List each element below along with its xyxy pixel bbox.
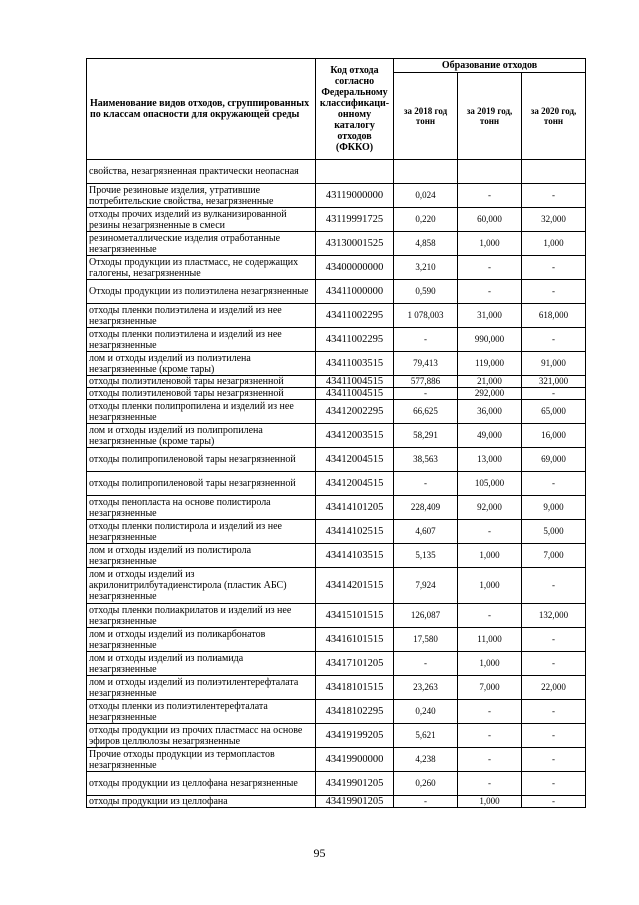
table-row: [87, 304, 586, 328]
table-row: [87, 400, 586, 424]
cell-waste-name: отходы полипропиленовой тары незагрязненной: [87, 472, 316, 496]
cell-2019: -: [458, 772, 522, 796]
cell-fkko-code: 43411004515: [316, 388, 394, 400]
cell-2018: 5,621: [394, 724, 458, 748]
table-row: [87, 628, 586, 652]
cell-waste-name: резинометаллические изделия отработанные незагрязненные: [87, 232, 316, 256]
cell-2018: 79,413: [394, 352, 458, 376]
cell-2019: 1,000: [458, 652, 522, 676]
cell-waste-name: лом и отходы изделий из полипропилена незагрязненные (кроме тары): [87, 424, 316, 448]
header-fkko-code: Код отхода согласно Федеральному классификаци-онному каталогу отходов (ФККО): [316, 59, 394, 160]
cell-2018: 126,087: [394, 604, 458, 628]
cell-fkko-code: 43419900000: [316, 748, 394, 772]
header-year-2019: за 2019 год, тонн: [458, 73, 522, 160]
cell-2019: 21,000: [458, 376, 522, 388]
cell-2019: [458, 160, 522, 184]
cell-2019: 13,000: [458, 448, 522, 472]
cell-waste-name: отходы пленки полистирола и изделий из нее незагрязненные: [87, 520, 316, 544]
cell-2020: [522, 160, 586, 184]
table-row: [87, 796, 586, 808]
cell-fkko-code: 43411004515: [316, 376, 394, 388]
header-year-2018: за 2018 год тонн: [394, 73, 458, 160]
table-row: [87, 388, 586, 400]
cell-waste-name: Отходы продукции из пластмасс, не содержащих галогены, незагрязненные: [87, 256, 316, 280]
cell-2019: 36,000: [458, 400, 522, 424]
cell-2018: 58,291: [394, 424, 458, 448]
table-row: [87, 352, 586, 376]
cell-2018: 0,220: [394, 208, 458, 232]
cell-fkko-code: 43414201515: [316, 568, 394, 604]
cell-2020: -: [522, 184, 586, 208]
cell-2020: -: [522, 652, 586, 676]
cell-fkko-code: 43411002295: [316, 328, 394, 352]
cell-2020: 1,000: [522, 232, 586, 256]
cell-2020: 91,000: [522, 352, 586, 376]
table-row: [87, 496, 586, 520]
cell-fkko-code: 43412002295: [316, 400, 394, 424]
table-body: [87, 160, 586, 808]
cell-2018: [394, 160, 458, 184]
cell-waste-name: отходы пленки полиэтилена и изделий из нее незагрязненные: [87, 304, 316, 328]
header-year-2020: за 2020 год, тонн: [522, 73, 586, 160]
cell-2019: 11,000: [458, 628, 522, 652]
table-row: [87, 472, 586, 496]
cell-2020: -: [522, 748, 586, 772]
cell-2018: 17,580: [394, 628, 458, 652]
cell-waste-name: лом и отходы изделий из полиэтилена незагрязненные (кроме тары): [87, 352, 316, 376]
cell-2018: 4,238: [394, 748, 458, 772]
cell-waste-name: Отходы продукции из полиэтилена незагрязненные: [87, 280, 316, 304]
table-row: [87, 208, 586, 232]
cell-2019: 1,000: [458, 568, 522, 604]
cell-2020: 32,000: [522, 208, 586, 232]
cell-fkko-code: 43411003515: [316, 352, 394, 376]
cell-fkko-code: 43415101515: [316, 604, 394, 628]
cell-2019: -: [458, 256, 522, 280]
cell-fkko-code: 43418101515: [316, 676, 394, 700]
cell-waste-name: отходы полиэтиленовой тары незагрязненной: [87, 388, 316, 400]
table-row: [87, 676, 586, 700]
cell-waste-name: лом и отходы изделий из акрилонитрилбутадиенстирола (пластик АБС) незагрязненные: [87, 568, 316, 604]
cell-2018: 4,858: [394, 232, 458, 256]
cell-2018: 577,886: [394, 376, 458, 388]
cell-2020: -: [522, 280, 586, 304]
cell-fkko-code: 43417101205: [316, 652, 394, 676]
table-row: [87, 520, 586, 544]
cell-2020: -: [522, 772, 586, 796]
cell-fkko-code: 43119991725: [316, 208, 394, 232]
cell-2019: 105,000: [458, 472, 522, 496]
cell-waste-name: отходы продукции из целлофана: [87, 796, 316, 808]
cell-fkko-code: 43400000000: [316, 256, 394, 280]
cell-2020: 321,000: [522, 376, 586, 388]
cell-waste-name: лом и отходы изделий из полистирола незагрязненные: [87, 544, 316, 568]
table-row: [87, 424, 586, 448]
table-row: [87, 280, 586, 304]
cell-waste-name: отходы полиэтиленовой тары незагрязненной: [87, 376, 316, 388]
cell-2019: 1,000: [458, 544, 522, 568]
cell-2019: -: [458, 700, 522, 724]
waste-table: [86, 58, 586, 808]
cell-fkko-code: [316, 160, 394, 184]
cell-waste-name: Прочие резиновые изделия, утратившие потребительские свойства, незагрязненные: [87, 184, 316, 208]
cell-2020: -: [522, 628, 586, 652]
header-waste-generation: Образование отходов: [394, 59, 586, 73]
cell-2020: 132,000: [522, 604, 586, 628]
table-row: [87, 544, 586, 568]
cell-fkko-code: 43419901205: [316, 772, 394, 796]
cell-2018: 38,563: [394, 448, 458, 472]
cell-fkko-code: 43411002295: [316, 304, 394, 328]
cell-2020: -: [522, 256, 586, 280]
cell-fkko-code: 43119000000: [316, 184, 394, 208]
cell-2018: 4,607: [394, 520, 458, 544]
cell-2018: -: [394, 328, 458, 352]
cell-fkko-code: 43414101205: [316, 496, 394, 520]
cell-2019: -: [458, 184, 522, 208]
cell-fkko-code: 43418102295: [316, 700, 394, 724]
cell-2018: 0,240: [394, 700, 458, 724]
cell-2020: -: [522, 796, 586, 808]
cell-waste-name: отходы пленки полиэтилена и изделий из нее незагрязненные: [87, 328, 316, 352]
table-row: [87, 748, 586, 772]
cell-fkko-code: 43411000000: [316, 280, 394, 304]
cell-2020: 65,000: [522, 400, 586, 424]
cell-2018: 0,260: [394, 772, 458, 796]
cell-2019: -: [458, 520, 522, 544]
page-number: 95: [313, 846, 326, 860]
cell-2018: 5,135: [394, 544, 458, 568]
cell-2020: 16,000: [522, 424, 586, 448]
cell-waste-name: лом и отходы изделий из полиамида незагрязненные: [87, 652, 316, 676]
cell-2019: 1,000: [458, 796, 522, 808]
table-row: [87, 568, 586, 604]
cell-2018: -: [394, 472, 458, 496]
cell-2020: -: [522, 388, 586, 400]
cell-2018: 228,409: [394, 496, 458, 520]
cell-2019: -: [458, 724, 522, 748]
cell-fkko-code: 43412004515: [316, 448, 394, 472]
cell-2018: -: [394, 388, 458, 400]
cell-fkko-code: 43412004515: [316, 472, 394, 496]
cell-waste-name: свойства, незагрязненная практически неопасная: [87, 160, 316, 184]
table-row: [87, 376, 586, 388]
cell-waste-name: отходы пенопласта на основе полистирола незагрязненные: [87, 496, 316, 520]
cell-2020: -: [522, 328, 586, 352]
cell-2019: 1,000: [458, 232, 522, 256]
cell-2018: -: [394, 652, 458, 676]
cell-fkko-code: 43130001525: [316, 232, 394, 256]
table-row: [87, 700, 586, 724]
cell-2018: -: [394, 796, 458, 808]
header-waste-name: Наименование видов отходов, сгруппированных по классам опасности для окружающей среды: [87, 59, 316, 160]
table-row: [87, 184, 586, 208]
table-row: [87, 724, 586, 748]
cell-2019: 119,000: [458, 352, 522, 376]
cell-2019: -: [458, 604, 522, 628]
cell-waste-name: отходы продукции из прочих пластмасс на основе эфиров целлюлозы незагрязненные: [87, 724, 316, 748]
cell-2019: 990,000: [458, 328, 522, 352]
cell-waste-name: лом и отходы изделий из поликарбонатов незагрязненные: [87, 628, 316, 652]
cell-2019: 49,000: [458, 424, 522, 448]
cell-2018: 0,024: [394, 184, 458, 208]
cell-2018: 7,924: [394, 568, 458, 604]
cell-waste-name: отходы пленки полиакрилатов и изделий из нее незагрязненные: [87, 604, 316, 628]
cell-2019: 60,000: [458, 208, 522, 232]
table-row: [87, 256, 586, 280]
cell-waste-name: отходы продукции из целлофана незагрязненные: [87, 772, 316, 796]
table-row: [87, 604, 586, 628]
cell-2020: -: [522, 724, 586, 748]
table-row: [87, 328, 586, 352]
cell-fkko-code: 43412003515: [316, 424, 394, 448]
cell-2019: 92,000: [458, 496, 522, 520]
cell-waste-name: лом и отходы изделий из полиэтилентерефталата незагрязненные: [87, 676, 316, 700]
cell-fkko-code: 43419199205: [316, 724, 394, 748]
cell-waste-name: отходы пленки из полиэтилентерефталата незагрязненные: [87, 700, 316, 724]
cell-waste-name: отходы прочих изделий из вулканизированной резины незагрязненные в смеси: [87, 208, 316, 232]
cell-fkko-code: 43416101515: [316, 628, 394, 652]
table-row: [87, 232, 586, 256]
cell-fkko-code: 43414103515: [316, 544, 394, 568]
table-row: [87, 448, 586, 472]
cell-2019: 292,000: [458, 388, 522, 400]
cell-2018: 66,625: [394, 400, 458, 424]
cell-2020: 7,000: [522, 544, 586, 568]
cell-waste-name: Прочие отходы продукции из термопластов незагрязненные: [87, 748, 316, 772]
table-row: [87, 652, 586, 676]
cell-2020: 9,000: [522, 496, 586, 520]
table-row: [87, 160, 586, 184]
cell-2020: 618,000: [522, 304, 586, 328]
cell-fkko-code: 43414102515: [316, 520, 394, 544]
cell-waste-name: отходы пленки полипропилена и изделий из нее незагрязненные: [87, 400, 316, 424]
cell-2020: 5,000: [522, 520, 586, 544]
cell-2020: 69,000: [522, 448, 586, 472]
cell-2020: -: [522, 568, 586, 604]
table-row: [87, 772, 586, 796]
cell-2018: 3,210: [394, 256, 458, 280]
cell-waste-name: отходы полипропиленовой тары незагрязненной: [87, 448, 316, 472]
cell-2018: 1 078,003: [394, 304, 458, 328]
cell-2018: 0,590: [394, 280, 458, 304]
cell-2020: 22,000: [522, 676, 586, 700]
cell-2020: -: [522, 700, 586, 724]
cell-2019: -: [458, 748, 522, 772]
cell-2019: 31,000: [458, 304, 522, 328]
cell-2018: 23,263: [394, 676, 458, 700]
cell-fkko-code: 43419901205: [316, 796, 394, 808]
cell-2019: 7,000: [458, 676, 522, 700]
cell-2019: -: [458, 280, 522, 304]
cell-2020: -: [522, 472, 586, 496]
